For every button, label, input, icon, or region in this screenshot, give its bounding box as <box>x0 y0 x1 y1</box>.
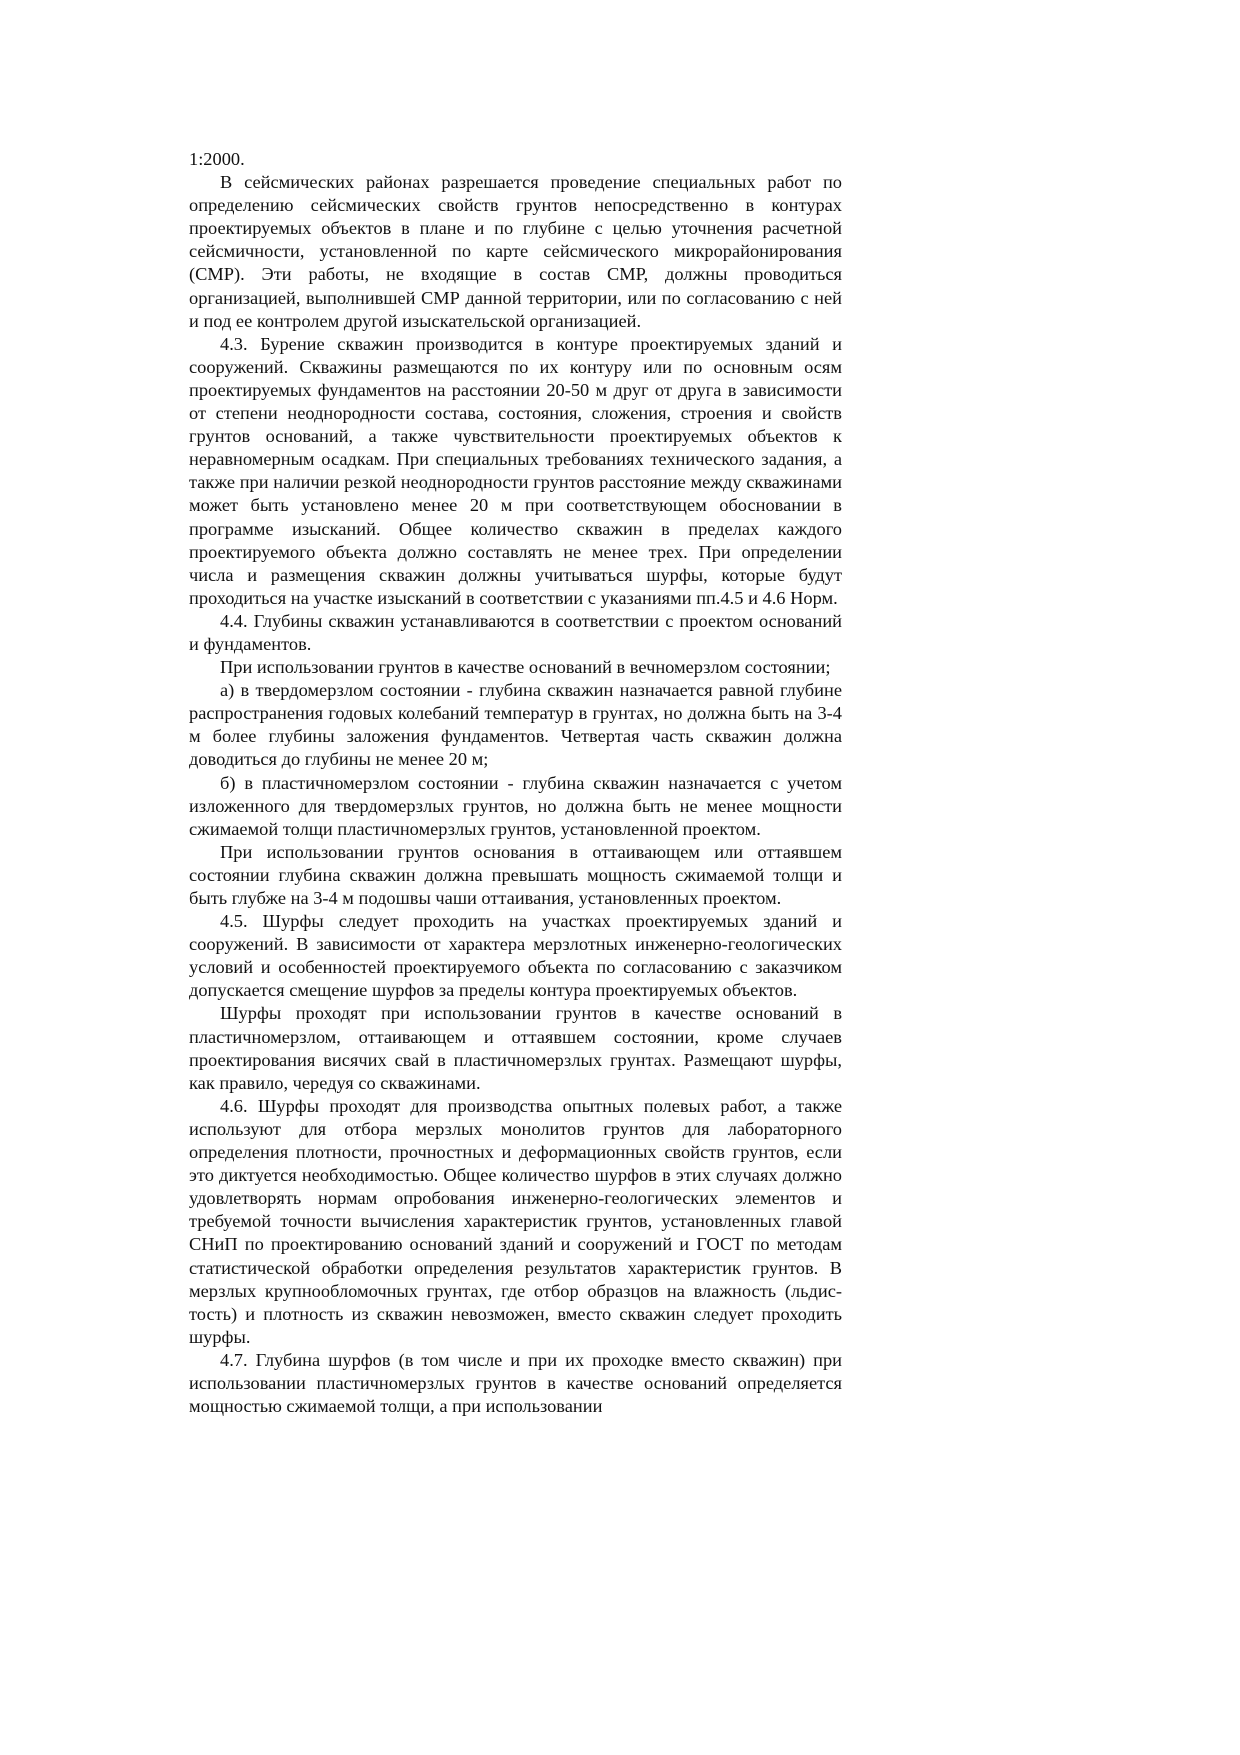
paragraph-pits-placement: Шурфы проходят при использовании грунтов в качестве оснований в пластичномерзлом, оттаивающем и оттаявшем состоянии, кроме случаев проектирования висячих свай в пластичномерзлых грунтах. Размещают шурфы, как правило, чередуя со скважинами. <box>189 1003 842 1093</box>
paragraph-scale-continuation: 1:2000. <box>189 149 245 169</box>
paragraph-4-3: 4.3. Бурение скважин производится в контуре проектируемых зданий и сооружений. Скважины размещаются по их контуру или по основным осям проектируемых фундаментов на расстоянии 20-50 м друг от друга в зависимости от степени неоднородности состава, состояния, сложения, строения и свойств грунтов оснований, а также чувствительности проектируемых объектов к неравномерным осадкам. При специальных требованиях технического задания, а также при наличии резкой неоднородности грунтов расстояние между скважинами может быть установлено менее 20 м при соответствующем обосновании в программе изысканий. Общее количество скважин в пределах каждого проектируемого объекта должно составлять не менее трех. При определении числа и размещения скважин должны учитываться шурфы, которые будут проходиться на участке изысканий в соответствии с указаниями пп.4.5 и 4.6 Норм. <box>189 333 842 608</box>
paragraph-item-a: а) в твердомерзлом состоянии - глубина скважин назначается равной глубине распространения годовых колебаний температур в грунтах, но должна быть на 3-4 м более глубины заложения фундаментов. Четвертая часть скважин должна доводиться до глубины не менее 20 м; <box>189 680 842 770</box>
document-page <box>189 148 842 1418</box>
paragraph-permafrost-state: При использовании грунтов в качестве оснований в вечномерзлом состоянии; <box>220 657 831 678</box>
paragraph-item-b: б) в пластичномерзлом состоянии - глубина скважин назначается с учетом изложенного для твердомерзлых грунтов, но должна быть не менее мощности сжимаемой толщи пластичномерзлых грунтов, установленной проектом. <box>189 772 842 839</box>
paragraph-4-4: 4.4. Глубины скважин устанавливаются в соответствии с проектом оснований и фундаментов. <box>189 610 842 654</box>
paragraph-thawing-state: При использовании грунтов основания в оттаивающем или оттаявшем состоянии глубина скважин должна превышать мощность сжимаемой толщи и быть глубже на 3-4 м подошвы чаши оттаивания, установленных проектом. <box>189 841 842 908</box>
paragraph-4-7: 4.7. Глубина шурфов (в том числе и при их проходке вместо скважин) при использовании пластичномерзлых грунтов в качестве оснований определяется мощностью сжимаемой толщи, а при использовании <box>189 1349 842 1417</box>
paragraph-4-6: 4.6. Шурфы проходят для производства опытных полевых работ, а также используют для отбора мерзлых монолитов грунтов для лабораторного определения плотности, прочностных и деформационных свойств грунтов, если это диктуется необходимостью. Общее количество шурфов в этих случаях должно удовлетворять нормам опробования инженерно-геологических элементов и требуемой точности вычисления характеристик грунтов, установленных главой СНиП по проектированию оснований зданий и сооружений и ГОСТ по методам статистической обработки определения результатов характеристик грунтов. В мерзлых крупнообломочных грунтах, где отбор образцов на влажность (льдис-тость) и плотность из скважин невозможен, вместо скважин следует проходить шурфы. <box>189 1095 842 1347</box>
paragraph-4-5: 4.5. Шурфы следует проходить на участках проектируемых зданий и сооружений. В зависимости от характера мерзлотных инженерно-геологических условий и особенностей проектируемого объекта по согласованию с заказчиком допускается смещение шурфов за пределы контура проектируемых объектов. <box>189 911 842 1001</box>
paragraph-seismic-regions: В сейсмических районах разрешается проведение специальных работ по определению сейсмических свойств грунтов непосредственно в контурах проектируемых объектов в плане и по глубине с целью уточнения расчетной сейсмичности, установленной по карте сейсмического микрорайонирования (СМР). Эти работы, не входящие в состав СМР, должны проводиться организацией, выполнившей СМР данной территории, или по согласованию с ней и под ее контролем другой изыскательской организацией. <box>189 172 842 331</box>
